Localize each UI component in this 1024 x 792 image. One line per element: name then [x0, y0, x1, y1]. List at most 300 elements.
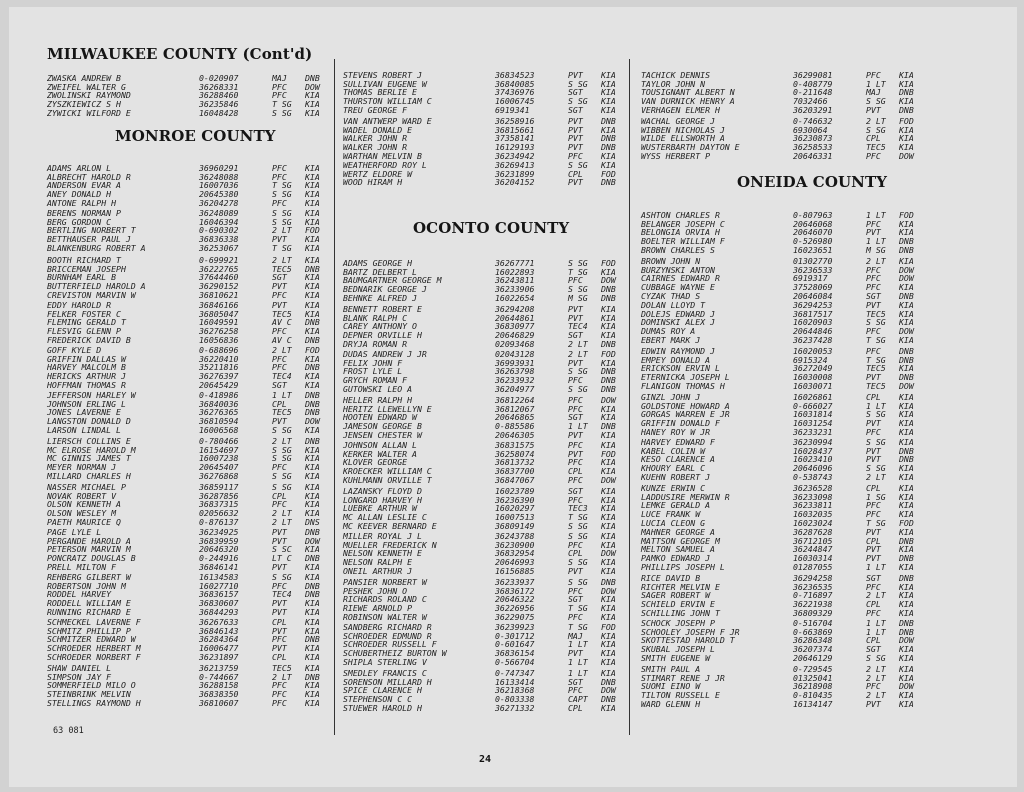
rank: PVT	[568, 124, 583, 135]
rank: PVT	[866, 544, 881, 555]
serial-number: 02093468	[495, 338, 535, 349]
status-code: KIA	[899, 317, 914, 328]
serial-number: 36287856	[199, 490, 239, 501]
status-code: FOD	[305, 345, 320, 355]
serial-number: 36220410	[199, 353, 239, 364]
status-code: DNB	[899, 535, 914, 546]
status-code: KIA	[601, 648, 616, 659]
soldier-name: WILDE ELLSWORTH A	[641, 133, 725, 144]
status-code: KIA	[601, 668, 616, 678]
soldier-name: JONES LAVERNE E	[47, 407, 121, 418]
serial-number: 0-746632	[793, 116, 833, 126]
status-code: KIA	[601, 539, 616, 550]
serial-number: 20646331	[793, 150, 833, 161]
serial-number: 36263798	[495, 366, 535, 377]
status-code: FOD	[899, 116, 914, 126]
soldier-name: VAN ANTWERP WARD E	[343, 116, 432, 126]
rank: MAJ	[272, 73, 287, 83]
soldier-name: MELTON SAMUEL A	[641, 544, 715, 555]
serial-number: 20646320	[199, 544, 239, 555]
soldier-name: SMEDLEY FRANCIS C	[343, 668, 427, 678]
rank: SGT	[866, 644, 881, 655]
status-code: DNB	[305, 527, 320, 537]
soldier-name: BEHNKE ALFRED J	[343, 292, 417, 303]
status-code: KIA	[305, 544, 320, 555]
status-code: KIA	[305, 242, 320, 253]
status-code: DOW	[899, 150, 914, 161]
rank: S SG	[568, 577, 588, 587]
serial-number: 36859117	[199, 482, 239, 492]
soldier-name: LUEBKE ARTHUR W	[343, 503, 417, 514]
soldier-name: MC GINNIS JAMES T	[47, 453, 131, 464]
rank: S SG	[866, 124, 886, 135]
soldier-name: PAGE LYLE L	[47, 527, 102, 537]
serial-number: 36286348	[793, 635, 833, 646]
serial-number: 36272049	[793, 363, 833, 374]
status-code: KIA	[305, 255, 320, 265]
serial-number: 36805047	[199, 308, 239, 319]
serial-number: 36837315	[199, 499, 239, 510]
soldier-name: SCHOCK JOSEPH P	[641, 618, 715, 628]
status-code: DNB	[899, 354, 914, 365]
status-code: KIA	[305, 281, 320, 292]
rank: M SG	[866, 244, 886, 255]
soldier-name: BLANK RALPH C	[343, 312, 408, 323]
serial-number: 36809329	[793, 607, 833, 618]
rank: PFC	[272, 580, 287, 591]
soldier-name: KUHLMANN ORVILLE T	[343, 474, 432, 485]
soldier-name: TREU GEORGE F	[343, 104, 408, 115]
status-code: DOW	[601, 474, 616, 485]
status-code: DNB	[305, 334, 320, 345]
serial-number: 6915324	[793, 354, 828, 365]
status-code: KIA	[601, 403, 616, 414]
status-code: KIA	[305, 379, 320, 390]
status-code: DNB	[305, 390, 320, 400]
soldier-name: DOLAN LLOYD T	[641, 300, 706, 310]
serial-number: 36813732	[495, 457, 535, 468]
serial-number: 16006568	[199, 424, 239, 435]
rank: S SG	[866, 317, 886, 328]
rank: CPL	[272, 398, 287, 409]
soldier-name: LAZANSKY FLOYD D	[343, 486, 422, 496]
serial-number: 36288158	[199, 680, 239, 691]
soldier-name: BROWN CHARLES S	[641, 244, 715, 255]
rank: S SG	[568, 78, 588, 89]
status-code: KIA	[601, 557, 616, 568]
status-code: KIA	[601, 96, 616, 107]
rank: SGT	[866, 573, 881, 583]
serial-number: 36832954	[495, 548, 535, 559]
serial-number: 36840036	[199, 398, 239, 409]
status-code: DNB	[305, 407, 320, 418]
rank: TEC4	[272, 371, 292, 382]
status-code: KIA	[899, 227, 914, 238]
soldier-name: RICE DAVID B	[641, 573, 701, 583]
status-code: DNB	[601, 676, 616, 687]
soldier-name: GRIFFIN DALLAS W	[47, 353, 126, 364]
rank: S SG	[568, 366, 588, 377]
status-code: KIA	[305, 272, 320, 283]
status-code: DNB	[899, 454, 914, 465]
soldier-name: HERITZ LLEWELLYN E	[343, 403, 432, 414]
soldier-name: ZWOLINSKI RAYMOND	[47, 90, 131, 101]
serial-number: 02056632	[199, 508, 239, 519]
rank: PVT	[866, 527, 881, 537]
soldier-name: RICHTER MELVIN E	[641, 581, 720, 592]
soldier-name: EMPEY DONALD A	[641, 354, 711, 365]
rank: SGT	[866, 290, 881, 301]
status-code: DNB	[601, 284, 616, 295]
status-code: KIA	[899, 418, 914, 429]
serial-number: 16022654	[495, 292, 535, 303]
soldier-name: MEYER NORMAN J	[47, 462, 117, 473]
status-code: DOW	[899, 326, 914, 337]
rank: PVT	[866, 372, 881, 383]
status-code: KIA	[601, 312, 616, 323]
soldier-name: SPICE CLARENCE H	[343, 685, 422, 696]
status-code: DNB	[305, 436, 320, 446]
status-code: DOW	[601, 275, 616, 286]
status-code: KIA	[899, 698, 914, 709]
soldier-name: SIMPSON JAY F	[47, 671, 112, 682]
rank: S SG	[272, 208, 292, 218]
rank: PVT	[568, 177, 583, 188]
serial-number: 16048428	[199, 107, 239, 118]
rank: M SG	[568, 292, 588, 303]
serial-number: 36830607	[199, 598, 239, 609]
soldier-name: CAREY ANTHONY O	[343, 321, 417, 332]
soldier-name: WOOD HIRAM H	[343, 177, 403, 188]
rank: 2 LT	[866, 672, 886, 683]
status-code: KIA	[305, 107, 320, 118]
status-code: KIA	[601, 702, 616, 713]
status-code: DNS	[305, 516, 320, 527]
rank: 2 LT	[272, 345, 292, 355]
serial-number: 36221938	[793, 599, 833, 610]
soldier-name: RICHARDS ROLAND C	[343, 594, 427, 605]
serial-number: 20646322	[495, 594, 535, 605]
status-code: KIA	[899, 544, 914, 555]
soldier-name: WERTZ ELDORE W	[343, 168, 413, 179]
serial-number: 36233231	[793, 426, 833, 437]
soldier-name: WIBBEN NICHOLAS J	[641, 124, 725, 135]
rank: PVT	[568, 565, 583, 576]
status-code: KIA	[601, 486, 616, 496]
rank: S SG	[272, 482, 292, 492]
status-code: KIA	[305, 689, 320, 700]
soldier-name: TOUSIGNANT ALBERT N	[641, 87, 735, 98]
serial-number: 20646865	[495, 412, 535, 423]
soldier-name: SKUBAL JOSEPH L	[641, 644, 715, 655]
soldier-name: SCHMECKEL LAVERNE F	[47, 617, 141, 627]
status-code: KIA	[899, 437, 914, 447]
status-code: DNB	[601, 338, 616, 349]
rank: PVT	[866, 418, 881, 429]
serial-number: 16023651	[793, 244, 833, 255]
soldier-name: SMITH EUGENE W	[641, 652, 711, 663]
status-code: DNB	[305, 580, 320, 591]
status-code: KIA	[899, 463, 914, 474]
rank: CPL	[568, 548, 583, 559]
serial-number: 36231899	[495, 168, 535, 179]
serial-number: 16007238	[199, 453, 239, 464]
soldier-name: JOHNSON ERLING L	[47, 398, 126, 409]
rank: PVT	[272, 535, 287, 546]
status-code: DNB	[305, 589, 320, 600]
rank: AV C	[272, 317, 292, 328]
status-code: DOW	[305, 81, 320, 92]
serial-number: 36234942	[495, 150, 535, 161]
rank: PVT	[568, 70, 583, 80]
rank: PVT	[568, 142, 583, 153]
rank: 1 LT	[568, 668, 588, 678]
serial-number: 20645429	[199, 379, 239, 390]
serial-number: 20646070	[793, 227, 833, 238]
soldier-name: ZYWICKI WILFORD E	[47, 107, 131, 118]
rank: 2 LT	[866, 471, 886, 482]
soldier-name: KESO CLARENCE A	[641, 454, 715, 465]
serial-number: 20645407	[199, 462, 239, 473]
serial-number: 36831575	[495, 440, 535, 450]
serial-number: 0-747347	[495, 668, 535, 678]
soldier-name: HOFFMAN THOMAS R	[47, 379, 126, 390]
rank: PFC	[272, 353, 287, 364]
serial-number: 16020053	[793, 346, 833, 356]
soldier-name: STUEWER HAROLD H	[343, 702, 422, 713]
soldier-name: BARTZ DELBERT L	[343, 266, 417, 277]
status-code: DNB	[601, 366, 616, 377]
soldier-name: GINZL JOHN J	[641, 392, 701, 402]
rank: 2 LT	[866, 116, 886, 126]
serial-number: 36230900	[495, 539, 535, 550]
serial-number: 36276397	[199, 371, 239, 382]
soldier-name: BURZYNSKI ANTON	[641, 264, 715, 275]
status-code: KIA	[305, 643, 320, 654]
soldier-name: ROBERTSON JOHN M	[47, 580, 126, 591]
serial-number: 36204977	[495, 383, 535, 394]
status-code: FOD	[305, 225, 320, 236]
status-code: DNB	[899, 626, 914, 637]
serial-number: 0-716897	[793, 590, 833, 601]
soldier-name: KROECKER WILLIAM C	[343, 466, 432, 477]
status-code: DNB	[305, 634, 320, 645]
rank: 1 LT	[866, 618, 886, 628]
serial-number: 01287055	[793, 561, 833, 572]
serial-number: 20646305	[495, 429, 535, 440]
status-code: FOD	[601, 349, 616, 359]
rank: PFC	[272, 362, 287, 373]
serial-number: 0-408779	[793, 78, 833, 89]
serial-number: 16030071	[793, 380, 833, 391]
serial-number: 36839959	[199, 535, 239, 546]
rank: PFC	[272, 634, 287, 645]
status-code: KIA	[601, 304, 616, 314]
status-code: KIA	[601, 124, 616, 135]
register-page	[9, 7, 1017, 787]
status-code: KIA	[899, 527, 914, 537]
serial-number: 36248089	[199, 208, 239, 218]
rank: 1 LT	[866, 78, 886, 89]
status-code: KIA	[899, 409, 914, 420]
soldier-name: WARTHAN MELVIN B	[343, 150, 422, 161]
soldier-name: ETERNICKA JOSEPH L	[641, 372, 730, 383]
soldier-name: BELANGER JOSEPH C	[641, 218, 725, 229]
rank: 1 LT	[568, 639, 588, 650]
soldier-name: MC ALLAN LESLIE C	[343, 512, 427, 523]
soldier-name: PRELL MILTON F	[47, 561, 117, 572]
serial-number: 16049591	[199, 317, 239, 328]
status-code: KIA	[305, 561, 320, 572]
soldier-name: ASHTON CHARLES R	[641, 210, 720, 220]
serial-number: 0-807963	[793, 210, 833, 220]
rank: PVT	[272, 416, 287, 427]
county-heading: MILWAUKEE COUNTY (Cont'd)	[47, 45, 313, 63]
soldier-name: VERHAGEN ELMER H	[641, 104, 720, 115]
status-code: KIA	[601, 104, 616, 115]
soldier-name: DUDAS ANDREW J JR	[343, 349, 427, 359]
rank: S SG	[568, 96, 588, 107]
status-code: KIA	[601, 87, 616, 98]
serial-number: 36222765	[199, 263, 239, 274]
serial-number: 36207374	[793, 644, 833, 655]
soldier-name: REHBERG GILBERT W	[47, 572, 131, 582]
serial-number: 36817517	[793, 308, 833, 319]
serial-number: 20644846	[793, 326, 833, 337]
serial-number: 36294253	[793, 300, 833, 310]
status-code: KIA	[601, 630, 616, 641]
status-code: KIA	[305, 208, 320, 218]
status-code: KIA	[899, 300, 914, 310]
status-code: KIA	[899, 363, 914, 374]
rank: PFC	[866, 282, 881, 293]
serial-number: 0-699921	[199, 255, 239, 265]
status-code: KIA	[899, 256, 914, 266]
soldier-name: KUNZE ERWIN C	[641, 483, 706, 493]
serial-number: 36812067	[495, 403, 535, 414]
soldier-name: SCHILLING JOHN T	[641, 607, 720, 618]
soldier-name: ANTONE RALPH H	[47, 197, 117, 208]
soldier-name: CYZAK THAD S	[641, 290, 701, 301]
soldier-name: BEDNARIK GEORGE J	[343, 284, 427, 295]
status-code: DNB	[305, 317, 320, 328]
serial-number: 37528069	[793, 282, 833, 293]
serial-number: 36290152	[199, 281, 239, 292]
soldier-name: ANEY DONALD H	[47, 189, 112, 200]
rank: PFC	[272, 499, 287, 510]
serial-number: 36846143	[199, 625, 239, 636]
soldier-name: STEVENS ROBERT J	[343, 70, 422, 80]
status-code: KIA	[601, 656, 616, 667]
soldier-name: SCHROEDER EDMUND R	[343, 630, 432, 641]
rank: S SG	[866, 409, 886, 420]
soldier-name: WALKER JOHN R	[343, 133, 408, 144]
serial-number: 16007036	[199, 180, 239, 191]
status-code: DNB	[899, 346, 914, 356]
serial-number: 36830977	[495, 321, 535, 332]
serial-number: 16129193	[495, 142, 535, 153]
status-code: KIA	[305, 326, 320, 337]
serial-number: 36299081	[793, 70, 833, 80]
rank: TEC5	[272, 308, 292, 319]
serial-number: 0-885586	[495, 421, 535, 432]
serial-number: 16031814	[793, 409, 833, 420]
serial-number: 6930064	[793, 124, 828, 135]
soldier-name: RODDEL HARVEY	[47, 589, 112, 600]
status-code: KIA	[601, 457, 616, 468]
rank: PFC	[866, 326, 881, 337]
soldier-name: EDWIN RAYMOND J	[641, 346, 715, 356]
rank: PFC	[272, 689, 287, 700]
column-divider-right	[629, 59, 630, 735]
soldier-name: KABEL COLIN W	[641, 445, 706, 456]
status-code: DNB	[305, 263, 320, 274]
serial-number: 36838350	[199, 689, 239, 700]
rank: CPL	[568, 466, 583, 477]
serial-number: 36234925	[199, 527, 239, 537]
status-code: DNB	[601, 292, 616, 303]
soldier-name: GOFF KYLE D	[47, 345, 102, 355]
serial-number: 01302770	[793, 256, 833, 266]
rank: PFC	[866, 150, 881, 161]
status-code: DNB	[305, 398, 320, 409]
status-code: DNB	[601, 577, 616, 587]
rank: PFC	[568, 685, 583, 696]
status-code: KIA	[899, 664, 914, 674]
rank: CPL	[866, 133, 881, 144]
status-code: DOW	[899, 273, 914, 284]
serial-number: 36226956	[495, 603, 535, 614]
soldier-name: FREDERICK DAVID B	[47, 334, 131, 345]
soldier-name: FLANIGON THOMAS H	[641, 380, 725, 391]
rank: 1 SG	[866, 491, 886, 502]
soldier-name: CAIRNES EDWARD R	[641, 273, 720, 284]
status-code: DNB	[305, 553, 320, 564]
status-code: KIA	[305, 470, 320, 481]
rank: PFC	[568, 611, 583, 622]
rank: PVT	[568, 648, 583, 659]
serial-number: 36960291	[199, 163, 239, 173]
county-heading: MONROE COUNTY	[115, 127, 276, 145]
rank: CPL	[568, 702, 583, 713]
status-code: DNB	[899, 618, 914, 628]
soldier-name: PESHEK JOHN O	[343, 585, 408, 596]
serial-number: 0-301712	[495, 630, 535, 641]
serial-number: 16022893	[495, 266, 535, 277]
rank: PFC	[568, 457, 583, 468]
status-code: DNB	[899, 553, 914, 564]
serial-number: 36204278	[199, 197, 239, 208]
rank: CAPT	[568, 694, 588, 705]
serial-number: 16156885	[495, 565, 535, 576]
rank: TEC5	[866, 142, 886, 153]
status-code: KIA	[899, 561, 914, 572]
rank: PFC	[866, 218, 881, 229]
rank: PFC	[568, 585, 583, 596]
serial-number: 20644861	[495, 312, 535, 323]
soldier-name: PAMKO EDWARD J	[641, 553, 711, 564]
serial-number: 16006477	[199, 643, 239, 654]
rank: PVT	[866, 104, 881, 115]
rank: PVT	[568, 429, 583, 440]
status-code: KIA	[899, 400, 914, 411]
soldier-name: SCHROEDER RUSSELL F	[343, 639, 437, 650]
column-middle	[343, 7, 633, 787]
status-code: FOD	[601, 258, 616, 268]
serial-number: 36244847	[793, 544, 833, 555]
soldier-name: DUMAS ROY A	[641, 326, 696, 337]
rank: PFC	[568, 474, 583, 485]
